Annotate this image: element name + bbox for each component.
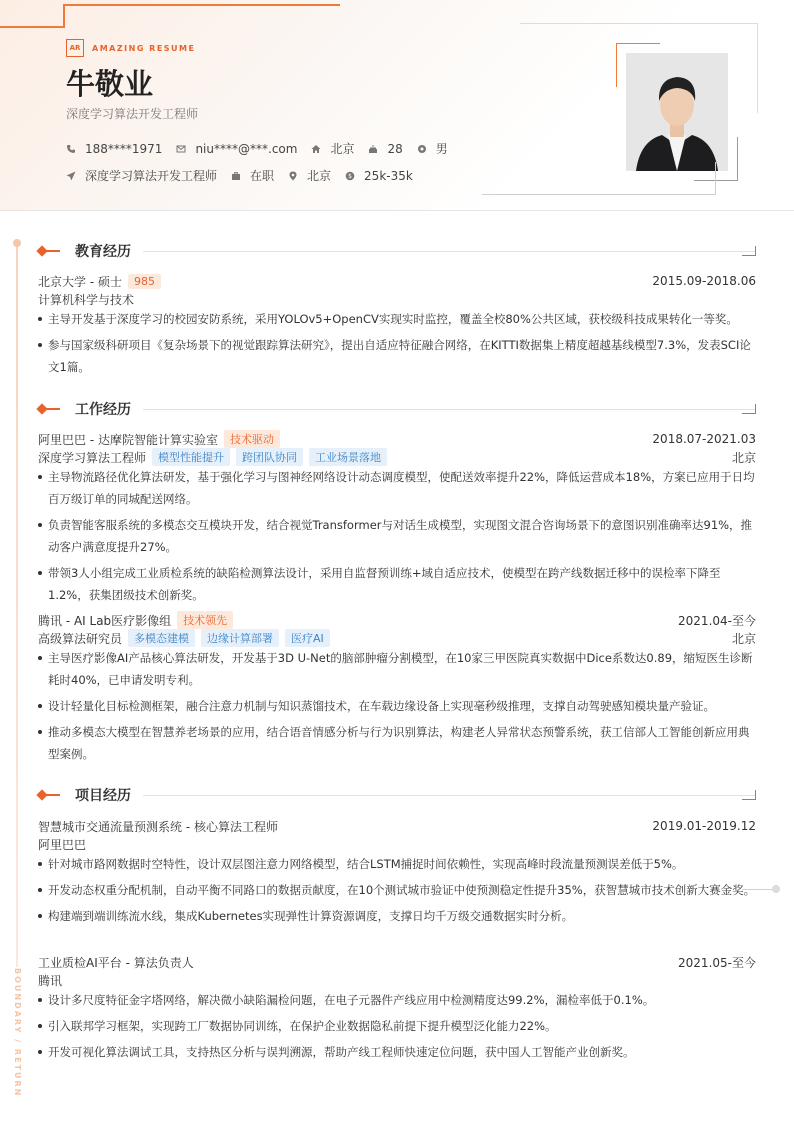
project-date: 2019.01-2019.12: [652, 819, 756, 833]
list-item: 引入联邦学习框架，实现跨工厂数据协同训练，在保护企业数据隐私前提下提升模型泛化能力22%。: [38, 1015, 756, 1037]
header-decor-line: [715, 162, 716, 195]
intent-title-text: 深度学习算法开发工程师: [85, 169, 218, 183]
section-title: 项目经历: [75, 788, 131, 804]
section-title: 教育经历: [75, 244, 131, 260]
brand: [66, 39, 195, 57]
status-item: [231, 167, 274, 184]
work-entry: [38, 611, 756, 769]
section-header-projects: [38, 785, 756, 805]
header-decor-line: [520, 23, 758, 24]
list-item: 设计轻量化目标检测框架，融合注意力机制与知识蒸馏技术，在车载边缘设备上实现毫秒级推理，支撑自动驾驶感知模块量产验证。: [38, 695, 756, 717]
job-role: 高级算法研究员: [38, 631, 123, 646]
intent-city-item: [288, 167, 331, 184]
status-text: 在职: [250, 169, 275, 183]
section-divider: [143, 409, 756, 410]
work-entry: [38, 430, 756, 610]
list-item: 针对城市路网数据时空特性，设计双层图注意力网络模型，结合LSTM捕捉时间依赖性，实现高峰时段流量预测误差低于5%。: [38, 853, 756, 875]
job-role: 深度学习算法工程师: [38, 450, 147, 465]
age-item: [368, 142, 402, 156]
work-date: 2018.07-2021.03: [652, 432, 756, 446]
gender-text: 男: [435, 142, 448, 156]
project-date: 2021.05-至今: [678, 955, 756, 970]
skill-tag: 医疗AI: [285, 629, 330, 647]
company-name: 阿里巴巴 - 达摩院智能计算实验室: [38, 432, 218, 447]
project-bullets: [38, 853, 756, 927]
list-item: 推动多模态大模型在智慧养老场景的应用，结合语音情感分析与行为识别算法，构建老人异常状态预警系统，获工信部人工智能创新应用典型案例。: [38, 721, 756, 765]
project-entry: [38, 817, 756, 931]
side-decor-line: [16, 247, 18, 967]
home-icon: [311, 144, 321, 154]
skill-tag: 模型性能提升: [152, 448, 230, 466]
photo-frame-corner: [616, 43, 660, 44]
major: 计算机科学与技术: [38, 292, 135, 307]
salary-text: 25k-35k: [364, 168, 413, 183]
candidate-name: 牛敬业: [66, 67, 154, 101]
skill-tag: 多模态建模: [128, 629, 195, 647]
section-header-education: [38, 241, 756, 261]
school-name: 北京大学 - 硕士: [38, 274, 122, 289]
section-header-work: [38, 399, 756, 419]
work-city: 北京: [731, 631, 756, 646]
age-text: 28: [387, 141, 403, 156]
work-bullets: [38, 466, 756, 606]
send-icon: [66, 171, 76, 181]
email-text: niu****@***.com: [195, 141, 298, 156]
brand-text: AMAZING RESUME: [92, 43, 196, 53]
header-accent-line: [63, 4, 340, 6]
list-item: 开发可视化算法调试工具，支持热区分析与误判溯源，帮助产线工程师快速定位问题，获中国人工智能产业创新奖。: [38, 1041, 756, 1063]
email-item: [176, 142, 297, 156]
skill-tag: 跨团队协同: [236, 448, 303, 466]
company-name: 腾讯 - AI Lab医疗影像组: [38, 613, 172, 628]
list-item: 参与国家级科研项目《复杂场景下的视觉跟踪算法研究》，提出自适应特征融合网络，在KITTI数据集上精度超越基线模型7.3%，发表SCI论文1篇。: [38, 334, 756, 378]
section-marker-icon: [38, 404, 62, 414]
project-name: 智慧城市交通流量预测系统 - 核心算法工程师: [38, 819, 278, 834]
skill-tag: 工业场景落地: [309, 448, 387, 466]
list-item: 构建端到端训练流水线，集成Kubernetes实现弹性计算资源调度，支撑日均千万级交通数据实时分析。: [38, 905, 756, 927]
gender-icon: [417, 144, 427, 154]
profile-photo: [626, 53, 728, 171]
header-decor-line: [482, 194, 716, 195]
list-item: 主导开发基于深度学习的校园安防系统，采用YOLOv5+OpenCV实现实时监控，覆盖全校80%公共区域，获校级科技成果转化一等奖。: [38, 308, 756, 330]
right-decor-dot: [772, 885, 780, 893]
project-entry: [38, 953, 756, 1067]
phone-item: [66, 142, 162, 156]
home-city-text: 北京: [330, 142, 355, 156]
side-decor-dot: [13, 239, 21, 247]
side-decor-text: BOUNDARY / RETURN: [13, 968, 22, 1098]
project-org: 腾讯: [38, 973, 63, 988]
project-org: 阿里巴巴: [38, 837, 87, 852]
briefcase-icon: [231, 171, 241, 181]
section-corner-mark: [742, 404, 756, 414]
header-accent-line: [63, 4, 65, 28]
home-item: [311, 140, 354, 157]
header-decor-line: [757, 23, 758, 113]
mail-icon: [176, 144, 186, 154]
section-title: 工作经历: [75, 402, 131, 418]
candidate-title: 深度学习算法开发工程师: [66, 107, 199, 121]
school-tag: 985: [128, 274, 161, 289]
intent-title-item: [66, 167, 217, 184]
section-marker-icon: [38, 246, 62, 256]
list-item: 主导物流路径优化算法研发，基于强化学习与图神经网络设计动态调度模型，使配送效率提升22%，降低运营成本18%，方案已应用于日均百万级订单的同城配送网络。: [38, 466, 756, 510]
project-name: 工业质检AI平台 - 算法负责人: [38, 955, 194, 970]
education-bullets: [38, 308, 756, 378]
brand-logo: AR: [66, 39, 84, 57]
company-tag: 技术驱动: [224, 430, 280, 448]
salary-item: [345, 169, 413, 183]
gender-item: [417, 140, 448, 157]
section-corner-mark: [742, 246, 756, 256]
phone-icon: [66, 144, 76, 154]
section-marker-icon: [38, 790, 62, 800]
list-item: 负责智能客服系统的多模态交互模块开发，结合视觉Transformer与对话生成模型，实现图文混合咨询场景下的意图识别准确率达91%，推动客户满意度提升27%。: [38, 514, 756, 558]
section-divider: [143, 795, 756, 796]
work-city: 北京: [731, 450, 756, 465]
phone-text: 188****1971: [85, 141, 163, 156]
list-item: 设计多尺度特征金字塔网络，解决微小缺陷漏检问题，在电子元器件产线应用中检测精度达99.2%，漏检率低于0.1%。: [38, 989, 756, 1011]
skill-tag: 边缘计算部署: [201, 629, 279, 647]
section-corner-mark: [742, 790, 756, 800]
work-date: 2021.04-至今: [678, 613, 756, 628]
header-accent-line: [0, 26, 64, 28]
cake-icon: [368, 144, 378, 154]
intent-city-text: 北京: [307, 169, 332, 183]
location-pin-icon: [288, 171, 298, 181]
company-tag: 技术领先: [177, 611, 233, 629]
education-date: 2015.09-2018.06: [652, 274, 756, 288]
education-entry: [38, 272, 756, 382]
project-bullets: [38, 989, 756, 1063]
resume-header: [0, 0, 794, 211]
work-bullets: [38, 647, 756, 765]
svg-text:$: $: [348, 172, 352, 180]
photo-frame-corner: [616, 43, 617, 87]
list-item: 主导医疗影像AI产品核心算法研发，开发基于3D U-Net的脑部肿瘤分割模型，在10家三甲医院真实数据中Dice系数达0.89，缩短医生诊断耗时40%，已申请发明专利。: [38, 647, 756, 691]
photo-frame-corner: [737, 137, 738, 181]
section-divider: [143, 251, 756, 252]
photo-frame-corner: [694, 180, 738, 181]
contact-row: [66, 140, 462, 157]
list-item: 带领3人小组完成工业质检系统的缺陷检测算法设计，采用自监督预训练+域自适应技术，使模型在跨产线数据迁移中的误检率下降至1.2%，获集团级技术创新奖。: [38, 562, 756, 606]
job-intent-row: [66, 167, 427, 184]
list-item: 开发动态权重分配机制，自动平衡不同路口的数据贡献度，在10个测试城市验证中使预测稳定性提升35%，获智慧城市技术创新大赛金奖。: [38, 879, 756, 901]
coin-icon: [345, 171, 355, 181]
